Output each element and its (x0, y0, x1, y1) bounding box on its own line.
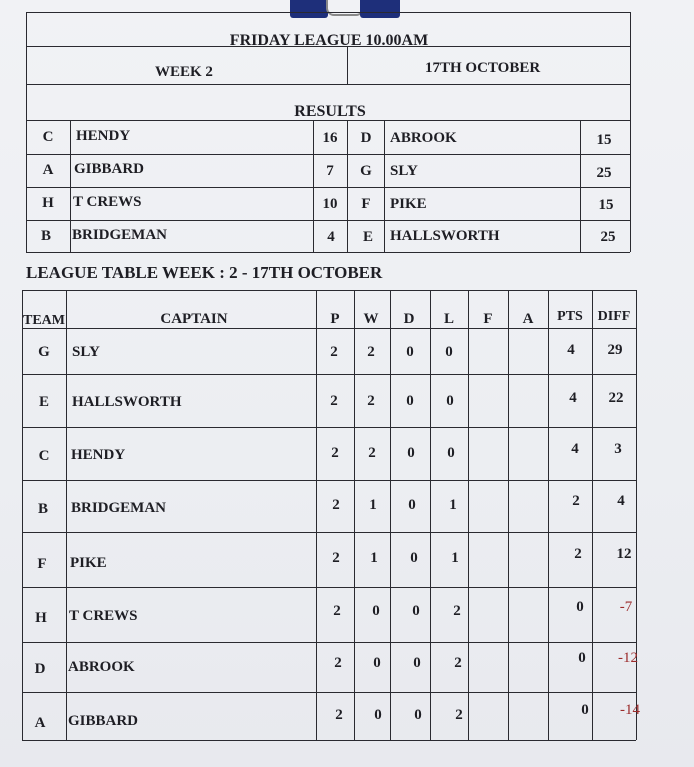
home-team-code: H (42, 195, 54, 211)
header-d: D (403, 311, 415, 327)
header-w: W (363, 311, 379, 327)
won: 2 (367, 393, 375, 409)
points: 2 (572, 493, 580, 509)
week-label: WEEK 2 (155, 64, 213, 80)
won: 1 (370, 550, 378, 566)
away-score: 15 (598, 197, 614, 213)
team-code: D (34, 661, 46, 677)
difference: 22 (608, 390, 624, 406)
home-score: 16 (322, 130, 338, 146)
won: 0 (374, 707, 382, 723)
lost: 0 (447, 445, 455, 461)
team-code: H (35, 610, 47, 626)
played: 2 (330, 344, 338, 360)
results-title: RESULTS (294, 103, 366, 120)
team-code: E (38, 394, 50, 410)
captain-name: PIKE (70, 555, 107, 571)
home-team-name: GIBBARD (74, 161, 145, 177)
drawn: 0 (414, 707, 422, 723)
header-l: L (443, 311, 455, 327)
difference: 4 (617, 493, 625, 509)
lost: 1 (451, 550, 459, 566)
points: 4 (569, 390, 577, 406)
lost: 0 (445, 344, 453, 360)
team-code: F (37, 556, 47, 572)
team-code: A (34, 715, 46, 731)
played: 2 (335, 707, 343, 723)
home-team-code: A (42, 162, 54, 178)
header-a: A (522, 311, 534, 327)
header-team: TEAM (23, 313, 65, 328)
away-score: 25 (596, 165, 612, 181)
captain-name: HENDY (71, 447, 126, 463)
difference: -14 (620, 702, 640, 718)
won: 2 (367, 344, 375, 360)
won: 2 (368, 445, 376, 461)
away-team-name: PIKE (390, 196, 427, 212)
header-captain: CAPTAIN (160, 311, 228, 327)
header-p: P (330, 311, 340, 327)
home-team-code: C (42, 129, 54, 145)
difference: -12 (618, 650, 638, 666)
drawn: 0 (412, 603, 420, 619)
points: 0 (576, 599, 584, 615)
drawn: 0 (406, 393, 414, 409)
difference: 29 (607, 342, 623, 358)
team-code: B (37, 501, 49, 517)
played: 2 (330, 393, 338, 409)
difference: -7 (619, 599, 633, 615)
header-pts: PTS (557, 309, 583, 324)
away-team-code: E (362, 229, 374, 245)
difference: 12 (616, 546, 632, 562)
drawn: 0 (413, 655, 421, 671)
team-code: C (38, 448, 50, 464)
team-code: G (38, 344, 50, 360)
won: 1 (369, 497, 377, 513)
away-team-code: D (360, 130, 372, 146)
away-team-name: ABROOK (390, 130, 457, 146)
home-team-name: HENDY (76, 128, 131, 144)
league-table-title: LEAGUE TABLE WEEK : 2 - 17TH OCTOBER (26, 263, 383, 282)
lost: 0 (446, 393, 454, 409)
away-team-name: HALLSWORTH (390, 228, 500, 244)
played: 2 (332, 550, 340, 566)
captain-name: SLY (72, 344, 100, 360)
played: 2 (332, 497, 340, 513)
played: 2 (333, 603, 341, 619)
captain-name: GIBBARD (68, 713, 139, 729)
played: 2 (331, 445, 339, 461)
points: 2 (574, 546, 582, 562)
points: 0 (578, 650, 586, 666)
points: 4 (571, 441, 579, 457)
home-team-name: BRIDGEMAN (72, 227, 168, 243)
sheet-title: FRIDAY LEAGUE 10.00AM (229, 32, 429, 49)
away-team-code: F (361, 196, 371, 212)
home-team-name: T CREWS (73, 194, 142, 210)
home-team-code: B (40, 228, 52, 244)
home-score: 10 (322, 196, 338, 212)
home-score: 7 (326, 163, 334, 179)
drawn: 0 (410, 550, 418, 566)
lost: 2 (455, 707, 463, 723)
difference: 3 (614, 441, 622, 457)
won: 0 (372, 603, 380, 619)
captain-name: BRIDGEMAN (71, 500, 167, 516)
lost: 2 (453, 603, 461, 619)
played: 2 (334, 655, 342, 671)
captain-name: T CREWS (69, 608, 138, 624)
away-team-name: SLY (390, 163, 418, 179)
home-score: 4 (327, 229, 335, 245)
drawn: 0 (407, 445, 415, 461)
drawn: 0 (406, 344, 414, 360)
date-label: 17TH OCTOBER (425, 60, 541, 76)
points: 0 (581, 702, 589, 718)
points: 4 (567, 342, 575, 358)
drawn: 0 (408, 497, 416, 513)
captain-name: ABROOK (68, 659, 135, 675)
lost: 1 (449, 497, 457, 513)
captain-name: HALLSWORTH (72, 394, 182, 410)
binder-clip (290, 0, 400, 20)
won: 0 (373, 655, 381, 671)
away-score: 15 (596, 132, 612, 148)
away-score: 25 (600, 229, 616, 245)
header-diff: DIFF (597, 309, 631, 324)
header-f: F (483, 311, 493, 327)
away-team-code: G (360, 163, 372, 179)
lost: 2 (454, 655, 462, 671)
